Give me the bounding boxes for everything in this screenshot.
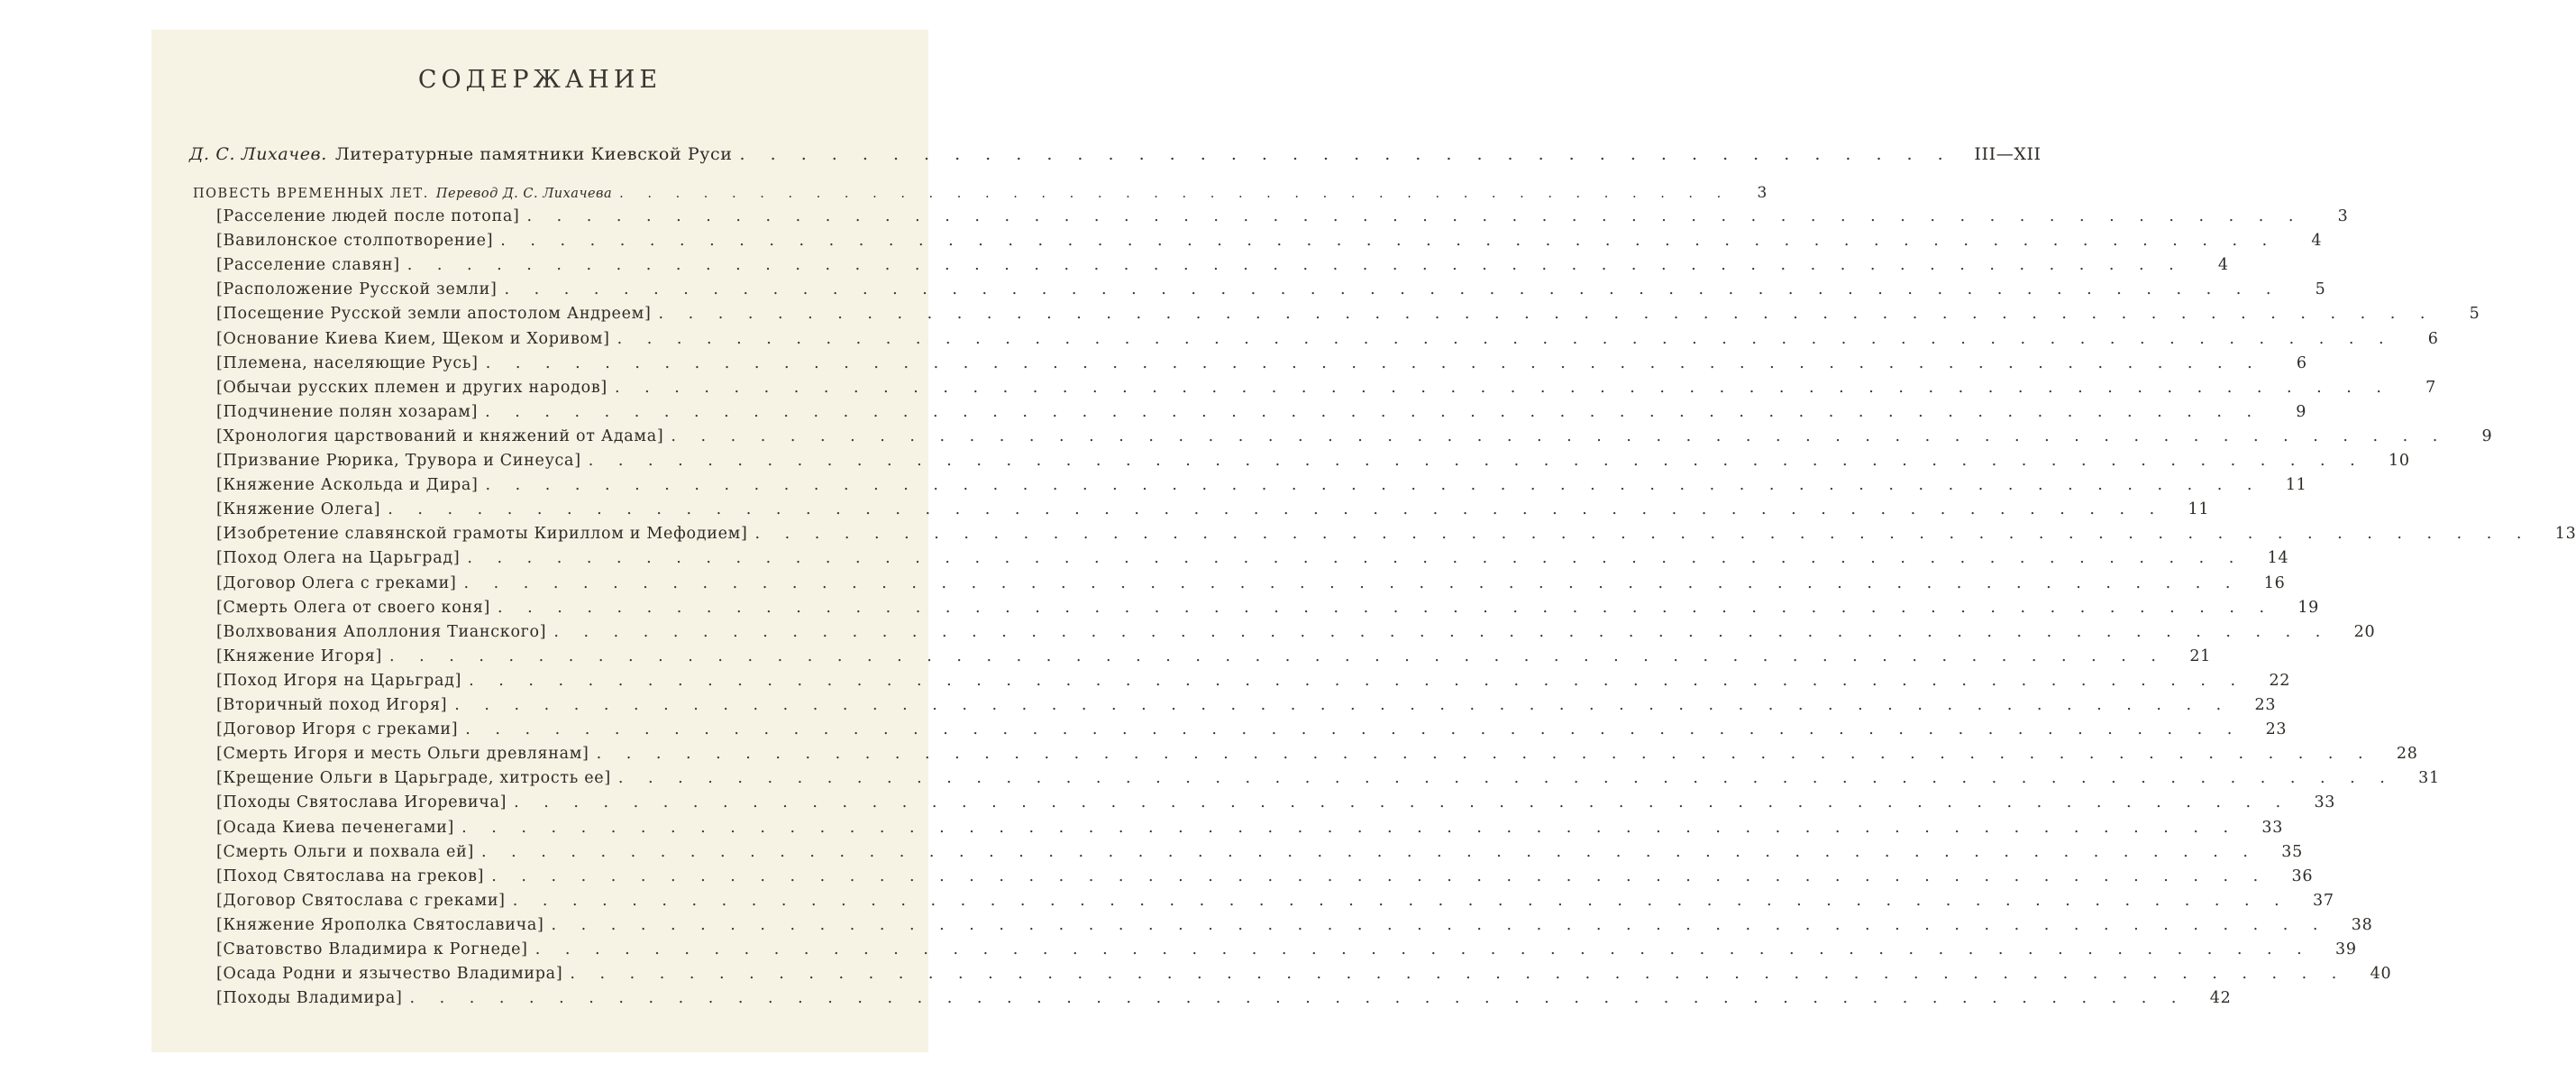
toc-intro-entry xyxy=(189,144,2042,164)
toc-entry-title: [Княжение Игоря] xyxy=(216,646,383,665)
toc-entry xyxy=(216,842,2303,867)
toc-entry-title: [Обычаи русских племен и других народов] xyxy=(216,378,607,397)
toc-entry-page: 13 xyxy=(2554,525,2576,544)
toc-entry xyxy=(216,232,2323,256)
toc-entry xyxy=(216,402,2307,427)
toc-entry-title: [Волхвования Аполлония Тианского] xyxy=(216,622,547,641)
toc-entry-title: [Смерть Игоря и месть Ольги древлянам] xyxy=(216,745,589,764)
dot-leader: . . . . . . . . . . . . . . . . . . . . . . . . . . . . . . . . . . . . . . . . . . . . . . . . . . . . . . . . . . . . xyxy=(588,452,2365,470)
toc-entry xyxy=(216,598,2320,623)
dot-leader: . . . . . . . . . . . . . . . . . . . . . . . . . . . . . . . . . . . . . . . . . . . . . . . . . . . . . . . . . . . . xyxy=(754,525,2532,544)
dot-leader: . . . . . . . . . . . . . . . . . . . . . . . . . . . . . . . . . . . . . . . . . . . . . . . . . . . . . . . . . . . . xyxy=(534,940,2312,958)
toc-entry-page: 5 xyxy=(2315,280,2326,299)
toc-entry xyxy=(216,671,2291,696)
toc-entry xyxy=(216,329,2439,354)
toc-entry-page: 31 xyxy=(2418,769,2440,788)
toc-entry-page: 23 xyxy=(2254,696,2277,714)
toc-entry-page: 19 xyxy=(2297,598,2320,617)
toc-entry-page: 5 xyxy=(2469,305,2480,324)
toc-entry-page: 9 xyxy=(2481,426,2493,445)
toc-entry-page: 33 xyxy=(2314,793,2336,812)
dot-leader: . . . . . . . . . . . . . . . . . . . . . . . . . . . . . . . . . . . . . . . . . . . . . . . . . . . . . . . . . . . . xyxy=(551,915,2328,934)
dot-leader: . . . . . . . . . . . . . . . . . . . . . . . . . . . . . . . . . . . . . . . . . . . . . . . . . . . . . . . . . . . . xyxy=(406,256,2184,275)
toc-entry xyxy=(216,305,2480,329)
dot-leader: . . . . . . . . . . . . . . . . . . . . . . . . . . . . . . . . . . . . . . . . . . . . . . . . . . . . . . . . . . . . xyxy=(485,353,2262,372)
dot-leader: . . . . . . . . . . . . . . . . . . . . . . . . . . . . . . . . . . . . . . . . . . . . . . . . . . . . . . . . . . . . xyxy=(485,402,2262,421)
dot-leader: . . . . . . . . . . . . . . . . . . . . . . . . . . . . . . . . . . . . . . . . . . . . . . . . . . . . . . . . . . . . xyxy=(491,867,2269,885)
toc-entry xyxy=(216,452,2410,476)
dot-leader: . . . . . . . . . . . . . . . . . . . . . . . . . . . . . . . . . . . . . . . . . . . . . . . . . . . . . . . . . . . . xyxy=(570,965,2347,984)
toc-entry-title: [Договор Олега с греками] xyxy=(216,573,457,592)
toc-entry-title: [Изобретение славянской грамоты Кириллом и Мефодием] xyxy=(216,525,748,544)
toc-entry xyxy=(216,622,2376,647)
toc-entry-title: [Расселение людей после потопа] xyxy=(216,207,520,225)
toc-entry-title: [Расположение Русской земли] xyxy=(216,280,498,299)
toc-entry xyxy=(216,573,2286,599)
toc-entry-title: [Основание Киева Кием, Щеком и Хоривом] xyxy=(216,329,610,348)
chronicle-page: 3 xyxy=(1757,184,1768,202)
dot-leader: . . . . . . . . . . . . . . . . . . . . . . . . . . . . . . . . . . . . . . . . . . . . . . . . . . . . . . . . . . . . xyxy=(388,500,2165,519)
toc-entry xyxy=(216,867,2314,892)
toc-entry-title: [Договор Игоря с греками] xyxy=(216,720,459,739)
toc-entry-title: [Вавилонское столпотворение] xyxy=(216,232,494,251)
toc-entry xyxy=(216,426,2493,452)
toc-entry-page: 22 xyxy=(2269,671,2291,690)
dot-leader: . . . . . . . . . . . . . . . . . . . . . . . . . . . . . . . . . . . . . . . . . . . . . . . . . . . . . . . . . . . . xyxy=(596,745,2373,764)
dot-leader: . . . . . . . . . . . . . . . . . . . . . . . . . . . . . . . . . . . . . . . . . . . . . . . . . . . . . . . . . . . . xyxy=(465,720,2243,739)
toc-entry xyxy=(216,965,2392,989)
toc-entry-title: [Походы Святослава Игоревича] xyxy=(216,793,507,812)
toc-entry xyxy=(216,207,2349,232)
toc-entry-page: 21 xyxy=(2189,646,2211,665)
dot-leader: . . . . . . . . . . . . . . . . . . . . . . . . . . . . . . . . . . . . . . . . . . . . . . . . . . . . . . . . . . . . xyxy=(553,622,2331,641)
toc-entry xyxy=(216,769,2440,793)
dot-leader: . . . . . . . . . . . . . . . . . . . . . . . . . . . . . . . . . . . . . . . . . . . . . . . . . . . . . . . . . . . . xyxy=(658,305,2435,324)
dot-leader: . . . . . . . . . . . . . . . . . . . . . . . . . . . . . . . . . . . . . . . . xyxy=(739,144,1953,164)
toc-entry-title: [Княжение Олега] xyxy=(216,500,381,519)
toc-entry-page: 9 xyxy=(2296,402,2307,421)
toc-entry xyxy=(216,476,2307,500)
toc-entry-page: 4 xyxy=(2311,232,2323,251)
dot-leader: . . . . . . . . . . . . . . . . . . . . . . . . . . . . . . . . . . . . . . . . . . . . . . . . . . . . . . . . . . . . xyxy=(461,818,2239,837)
toc-entry-title: [Смерть Олега от своего коня] xyxy=(216,598,491,617)
toc-entry xyxy=(216,696,2277,720)
toc-entry xyxy=(216,525,2576,549)
toc-entry xyxy=(216,745,2418,769)
toc-entry xyxy=(216,940,2357,965)
toc-entry-title: [Осада Родни и язычество Владимира] xyxy=(216,965,563,984)
toc-entry-title: [Сватовство Владимира к Рогнеде] xyxy=(216,940,528,958)
intro-text: Литературные памятники Киевской Руси xyxy=(334,144,733,164)
toc-entry xyxy=(216,818,2284,843)
toc-entry-page: 4 xyxy=(2217,256,2229,275)
page-title: СОДЕРЖАНИЕ xyxy=(417,66,662,94)
toc-entry-title: [Вторичный поход Игоря] xyxy=(216,696,448,714)
toc-entry-title: [Договор Святослава с греками] xyxy=(216,891,506,910)
toc-entry-page: 3 xyxy=(2337,207,2349,225)
dot-leader: . . . . . . . . . . . . . . . . . . . . . . . . . . . . . . . . . . . . . . . . . . . . . . . . . . . . . . . . . . . . xyxy=(526,207,2304,225)
toc-entry-title: [Призвание Рюрика, Трувора и Синеуса] xyxy=(216,452,581,470)
toc-entry-title: [Поход Святослава на греков] xyxy=(216,867,485,885)
toc-entry-page: 7 xyxy=(2425,378,2436,397)
toc-entry xyxy=(216,646,2211,672)
dot-leader: . . . . . . . . . . . . . . . . . . . . . . . . . . . . . . . . . . . . . . . . . . . . . . . . . . . . . . . . . . . . xyxy=(617,329,2394,348)
intro-pages: III—XII xyxy=(1974,144,2042,164)
dot-leader: . . . . . . . . . . . . . . . . . . . . . . . . . . . . . . . . . . . . . . . . . . . . . . . . . . . . . . . . . . . . xyxy=(514,793,2291,812)
toc-entry xyxy=(216,891,2334,916)
toc-entry-title: [Княжение Ярополка Святославича] xyxy=(216,915,544,934)
toc-entry xyxy=(216,256,2229,280)
toc-entry-title: [Хронология царствований и княжений от Адама] xyxy=(216,426,664,445)
toc-entry-page: 28 xyxy=(2396,745,2418,764)
toc-entry-title: [Поход Олега на Царьград] xyxy=(216,549,461,568)
toc-entry-page: 33 xyxy=(2261,818,2284,837)
toc-entry xyxy=(216,989,2232,1013)
toc-entry xyxy=(216,280,2326,305)
dot-leader: . . . . . . . . . . . . . . . . . . . . . . . . . . . . . . . . . . . . . . . . . . . . . . . . . . . . . . . . . . . . xyxy=(500,232,2278,251)
dot-leader: . . . . . . . . . . . . . . . . . . . . . . . . . . . . . . . . . . . . . . . . . . . . . . . . . . . . . . . . . . . . xyxy=(389,646,2166,665)
toc-entry-page: 14 xyxy=(2267,549,2289,568)
toc-entry-page: 36 xyxy=(2291,867,2314,885)
toc-entry-page: 11 xyxy=(2285,476,2307,495)
dot-leader: . . . . . . . . . . . . . . . . . . . . . . . . . . . . . . . . . . . . . . . . . . . . . . . . . . . . . . . . . . . . xyxy=(512,891,2289,910)
toc-entry xyxy=(216,500,2210,525)
intro-author: Д. С. Лихачев. xyxy=(189,144,327,164)
toc-entry-title: [Племена, населяющие Русь] xyxy=(216,353,479,372)
dot-leader: . . . . . . . . . . . . . . . . . . . . . . . . . . . . . . . . . . . . . . . . . . . . . . . . . . . . . . . . . . . . xyxy=(481,842,2258,861)
dot-leader: . . . . . . . . . . . . . . . . . . . . . . . . . . . . . . . . . . . . . . . . . . . . . . . . . . . . . . . . . . . . xyxy=(469,671,2246,690)
dot-leader: . . . . . . . . . . . . . . . . . . . . . . . . . . . . . . . . . . . . . . . . xyxy=(619,187,1731,201)
toc-entry xyxy=(216,378,2436,403)
chronicle-translator: Перевод Д. С. Лихачева xyxy=(435,187,613,201)
toc-entry-page: 6 xyxy=(2427,329,2439,348)
toc-entry-page: 39 xyxy=(2335,940,2357,958)
toc-entry-page: 16 xyxy=(2263,573,2286,592)
toc-entry-page: 38 xyxy=(2351,915,2373,934)
toc-entry-title: [Княжение Аскольда и Дира] xyxy=(216,476,479,495)
toc-entry-page: 6 xyxy=(2296,353,2307,372)
dot-leader: . . . . . . . . . . . . . . . . . . . . . . . . . . . . . . . . . . . . . . . . . . . . . . . . . . . . . . . . . . . . xyxy=(467,549,2244,568)
toc-entry-page: 40 xyxy=(2370,965,2392,984)
toc-entry-page: 20 xyxy=(2353,622,2376,641)
dot-leader: . . . . . . . . . . . . . . . . . . . . . . . . . . . . . . . . . . . . . . . . . . . . . . . . . . . . . . . . . . . . xyxy=(617,769,2395,788)
toc-entry-title: [Посещение Русской земли апостолом Андреем] xyxy=(216,305,652,324)
toc-entry-title: [Смерть Ольги и похвала ей] xyxy=(216,842,474,861)
toc-entry-title: [Расселение славян] xyxy=(216,256,400,275)
toc-entry-title: [Крещение Ольги в Царьграде, хитрость ее] xyxy=(216,769,611,788)
dot-leader: . . . . . . . . . . . . . . . . . . . . . . . . . . . . . . . . . . . . . . . . . . . . . . . . . . . . . . . . . . . . xyxy=(454,696,2232,714)
dot-leader: . . . . . . . . . . . . . . . . . . . . . . . . . . . . . . . . . . . . . . . . . . . . . . . . . . . . . . . . . . . . xyxy=(504,280,2281,299)
toc-entry-page: 10 xyxy=(2389,452,2410,470)
toc-entry xyxy=(216,793,2336,818)
toc-entry-page: 37 xyxy=(2313,891,2334,910)
dot-leader: . . . . . . . . . . . . . . . . . . . . . . . . . . . . . . . . . . . . . . . . . . . . . . . . . . . . . . . . . . . . xyxy=(498,598,2275,617)
toc-entry-title: [Осада Киева печенегами] xyxy=(216,818,455,837)
toc-chronicle-entry xyxy=(193,184,1768,202)
dot-leader: . . . . . . . . . . . . . . . . . . . . . . . . . . . . . . . . . . . . . . . . . . . . . . . . . . . . . . . . . . . . xyxy=(409,989,2187,1008)
toc-entry xyxy=(216,915,2373,940)
toc-entry-page: 11 xyxy=(2188,500,2210,519)
dot-leader: . . . . . . . . . . . . . . . . . . . . . . . . . . . . . . . . . . . . . . . . . . . . . . . . . . . . . . . . . . . . xyxy=(463,573,2241,592)
dot-leader: . . . . . . . . . . . . . . . . . . . . . . . . . . . . . . . . . . . . . . . . . . . . . . . . . . . . . . . . . . . . xyxy=(485,476,2262,495)
toc-entry-title: [Подчинение полян хозарам] xyxy=(216,402,479,421)
toc-entry xyxy=(216,549,2289,573)
dot-leader: . . . . . . . . . . . . . . . . . . . . . . . . . . . . . . . . . . . . . . . . . . . . . . . . . . . . . . . . . . . . xyxy=(671,426,2448,445)
chronicle-title: ПОВЕСТЬ ВРЕМЕННЫХ ЛЕТ. xyxy=(193,187,429,201)
book-page xyxy=(151,30,2576,1052)
toc-entry-title: [Походы Владимира] xyxy=(216,989,403,1008)
dot-leader: . . . . . . . . . . . . . . . . . . . . . . . . . . . . . . . . . . . . . . . . . . . . . . . . . . . . . . . . . . . . xyxy=(614,378,2391,397)
toc-entry-page: 42 xyxy=(2209,989,2232,1008)
toc-entry-page: 35 xyxy=(2281,842,2303,861)
toc-entry xyxy=(216,353,2307,379)
toc-entry-title: [Поход Игоря на Царьград] xyxy=(216,671,462,690)
toc-entry-page: 23 xyxy=(2265,720,2288,739)
toc-entry xyxy=(216,720,2288,745)
